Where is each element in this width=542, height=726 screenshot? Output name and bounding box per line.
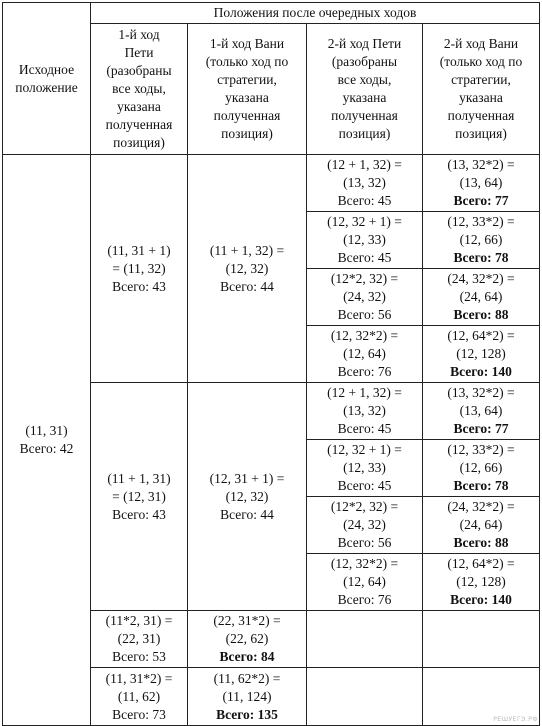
vanya-move-1-cell (188, 611, 307, 668)
empty-cell (307, 668, 423, 726)
vanya-move-2-total: Всего: 88 (453, 535, 509, 550)
vanya-move-2-position: (12, 64*2) = (12, 128) (447, 328, 515, 361)
vanya-move-1-total: Всего: 44 (220, 278, 274, 294)
vanya-move-2-position: (13, 32*2) = (13, 64) (447, 157, 515, 190)
petya-move-1-cell (91, 383, 188, 611)
header-vanya-move-2 (423, 24, 540, 155)
header-positions-title: Положения после очередных ходов (213, 5, 417, 20)
vanya-move-1-position: (11, 62*2) = (11, 124) (213, 670, 281, 704)
petya-move-1-total: Всего: 43 (112, 506, 166, 522)
vanya-move-2-total: Всего: 140 (450, 364, 512, 379)
initial-position-cell (3, 155, 91, 726)
petya-move-2-cell (307, 326, 423, 383)
header-petya-move-1-label: 1-й ход Пети (разобраны все ходы, указана полученная позиция) (105, 27, 173, 150)
petya-move-2-total: Всего: 45 (337, 478, 392, 493)
petya-move-2-position: (12, 32 + 1) = (12, 33) (327, 214, 402, 247)
header-vanya-move-2-label: 2-й ход Вани (только ход по стратегии, указана полученная позиция) (439, 36, 523, 141)
petya-move-2-position: (12*2, 32) = (24, 32) (330, 499, 399, 532)
vanya-move-2-total: Всего: 78 (453, 478, 509, 493)
petya-move-2-cell (307, 554, 423, 611)
vanya-move-2-cell (423, 554, 540, 611)
petya-move-2-cell (307, 497, 423, 554)
initial-position: (11, 31) (25, 423, 68, 438)
petya-move-1-total: Всего: 43 (112, 278, 166, 294)
header-petya-move-2 (307, 24, 423, 155)
watermark: РЕШУЕГЭ.РФ (493, 716, 538, 723)
petya-move-2-total: Всего: 45 (337, 250, 392, 265)
petya-move-2-total: Всего: 76 (337, 364, 392, 379)
empty-cell (423, 611, 540, 668)
vanya-move-2-position: (24, 32*2) = (24, 64) (447, 499, 515, 532)
petya-move-2-position: (12, 32*2) = (12, 64) (330, 328, 399, 361)
header-petya-move-1 (91, 24, 188, 155)
vanya-move-1-cell (188, 668, 307, 726)
petya-move-1-cell (91, 155, 188, 383)
petya-move-1-position: (11 + 1, 31) = (12, 31) (107, 470, 171, 504)
game-analysis-table (2, 2, 540, 726)
empty-cell (307, 611, 423, 668)
vanya-move-1-position: (11 + 1, 32) = (12, 32) (209, 242, 285, 276)
petya-move-1-total: Всего: 53 (112, 649, 166, 664)
header-vanya-move-1-label: 1-й ход Вани (только ход по стратегии, указана полученная позиция) (205, 36, 289, 141)
vanya-move-1-total: Всего: 44 (220, 506, 274, 522)
petya-move-2-cell (307, 155, 423, 212)
vanya-move-2-cell (423, 212, 540, 269)
vanya-move-2-total: Всего: 77 (453, 421, 509, 436)
vanya-move-2-position: (12, 33*2) = (12, 66) (447, 442, 515, 475)
petya-move-2-cell (307, 440, 423, 497)
vanya-move-2-cell (423, 497, 540, 554)
petya-move-2-total: Всего: 56 (337, 307, 392, 322)
vanya-move-2-total: Всего: 78 (453, 250, 509, 265)
petya-move-2-position: (12*2, 32) = (24, 32) (330, 271, 399, 304)
vanya-move-2-cell (423, 269, 540, 326)
petya-move-2-position: (12 + 1, 32) = (13, 32) (327, 157, 402, 190)
petya-move-2-position: (12 + 1, 32) = (13, 32) (327, 385, 402, 418)
vanya-move-2-cell (423, 326, 540, 383)
petya-move-1-cell (91, 611, 188, 668)
vanya-move-1-cell (188, 383, 307, 611)
petya-move-2-cell (307, 383, 423, 440)
header-vanya-move-1 (188, 24, 307, 155)
header-petya-move-2-label: 2-й ход Пети (разобраны все ходы, указана полученная позиция) (327, 36, 402, 141)
vanya-move-1-total: Всего: 135 (216, 706, 278, 722)
vanya-move-2-total: Всего: 77 (453, 193, 509, 208)
header-initial-position (3, 3, 91, 155)
vanya-move-1-position: (22, 31*2) = (22, 62) (213, 613, 281, 646)
petya-move-1-cell (91, 668, 188, 726)
petya-move-1-position: (11, 31*2) = (11, 62) (105, 670, 173, 704)
vanya-move-1-cell (188, 155, 307, 383)
vanya-move-2-total: Всего: 88 (453, 307, 509, 322)
vanya-move-2-position: (12, 33*2) = (12, 66) (447, 214, 515, 247)
header-initial-position-label: Исходное положение (15, 61, 78, 95)
petya-move-1-total: Всего: 73 (112, 706, 166, 722)
vanya-move-2-cell (423, 155, 540, 212)
vanya-move-2-position: (13, 32*2) = (13, 64) (447, 385, 515, 418)
petya-move-2-total: Всего: 45 (337, 193, 392, 208)
petya-move-2-position: (12, 32 + 1) = (12, 33) (327, 442, 402, 475)
petya-move-2-cell (307, 269, 423, 326)
petya-move-1-position: (11, 31 + 1) = (11, 32) (107, 242, 171, 276)
petya-move-2-total: Всего: 45 (337, 421, 392, 436)
petya-move-2-total: Всего: 56 (337, 535, 392, 550)
vanya-move-1-total: Всего: 84 (219, 649, 275, 664)
petya-move-2-position: (12, 32*2) = (12, 64) (330, 556, 399, 589)
petya-move-1-position: (11*2, 31) = (22, 31) (105, 613, 173, 646)
vanya-move-2-position: (12, 64*2) = (12, 128) (447, 556, 515, 589)
vanya-move-2-cell (423, 383, 540, 440)
initial-total: Всего: 42 (19, 441, 74, 456)
vanya-move-2-cell (423, 440, 540, 497)
vanya-move-2-position: (24, 32*2) = (24, 64) (447, 271, 515, 304)
petya-move-2-cell (307, 212, 423, 269)
header-positions-after-moves (91, 3, 540, 24)
vanya-move-2-total: Всего: 140 (450, 592, 512, 607)
vanya-move-1-position: (12, 31 + 1) = (12, 32) (209, 470, 285, 504)
petya-move-2-total: Всего: 76 (337, 592, 392, 607)
